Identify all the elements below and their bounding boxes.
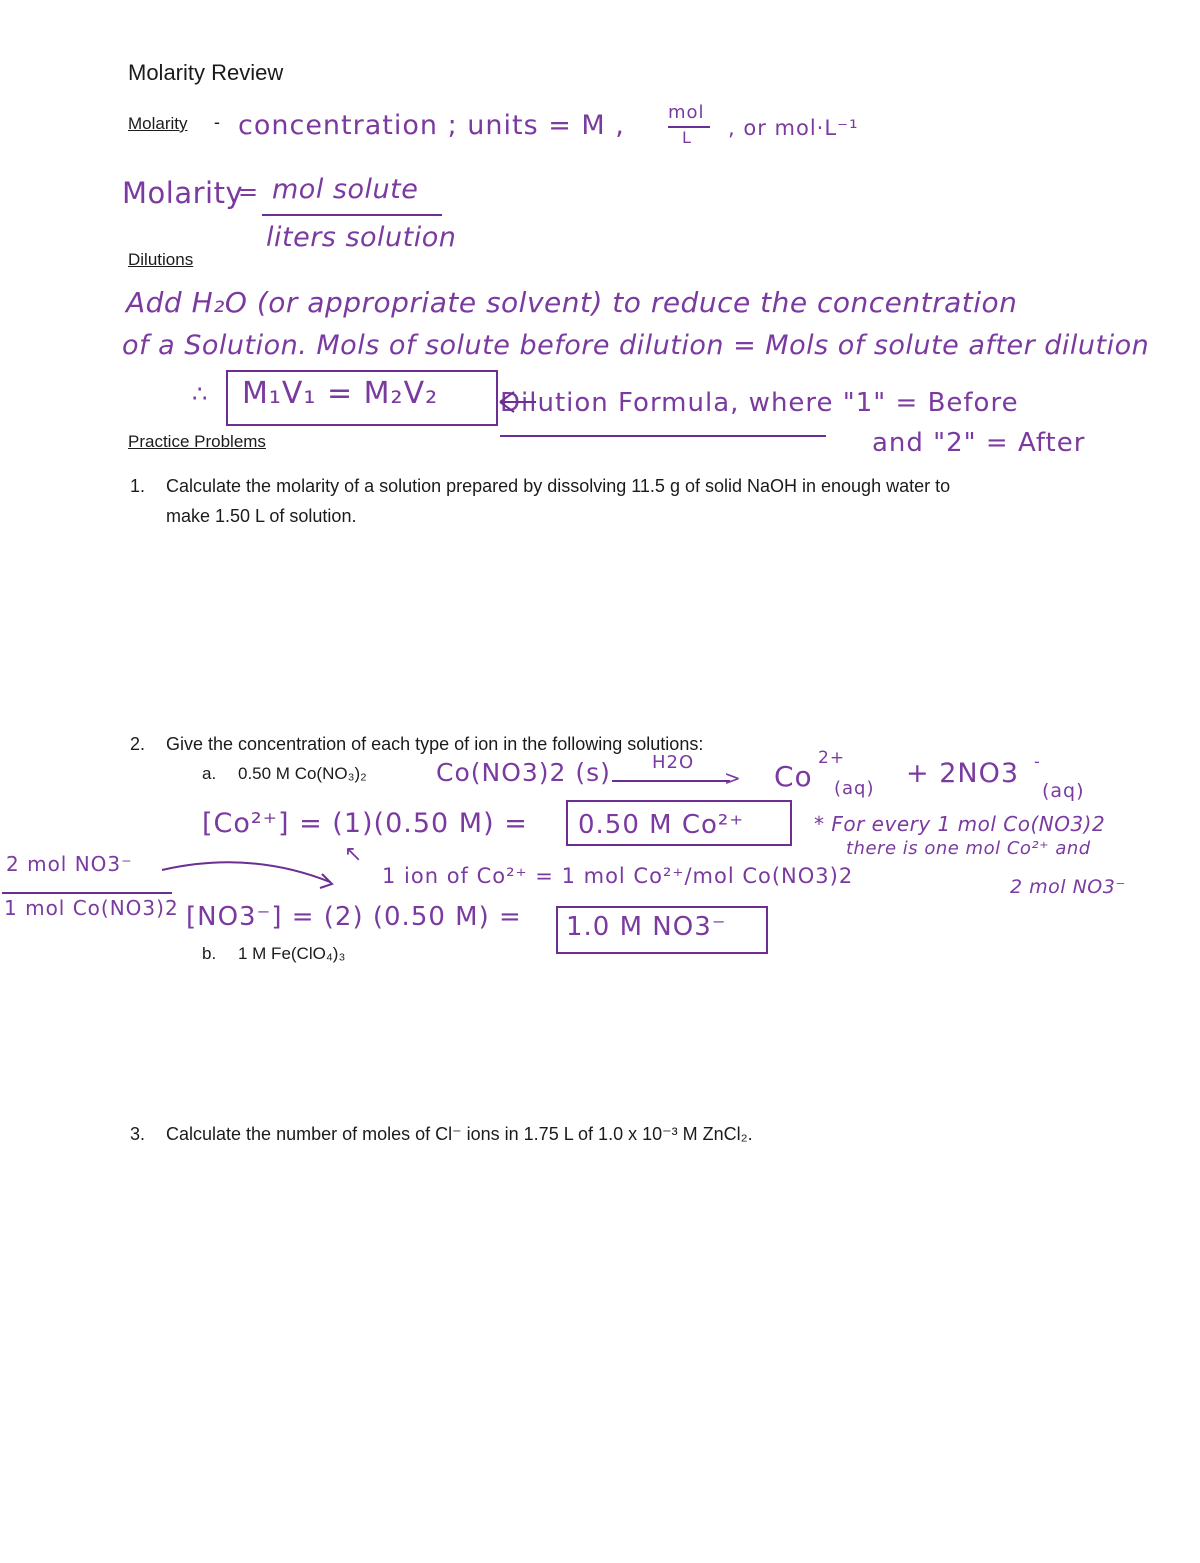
handwritten-equals: = [238, 178, 260, 206]
q2a-text: 0.50 M Co(NO₃)₂ [238, 764, 367, 783]
handwritten-side2: 1 mol Co(NO3)2 [4, 896, 179, 920]
practice-heading: Practice Problems [128, 432, 266, 451]
handwritten-ion-note: 1 ion of Co²⁺ = 1 mol Co²⁺/mol Co(NO3)2 [382, 864, 854, 888]
q1-text-line2: make 1.50 L of solution. [166, 506, 357, 526]
q3-text: Calculate the number of moles of Cl⁻ ions in 1.75 L of 1.0 x 10⁻³ M ZnCl₂. [166, 1124, 753, 1144]
handwritten-L: L [682, 128, 692, 147]
q1-text-line1: Calculate the molarity of a solution prepared by dissolving 11.5 g of solid NaOH in enough water to [166, 476, 951, 496]
molarity-dash: - [214, 112, 220, 132]
handwritten-denominator: liters solution [266, 222, 457, 253]
handwritten-co-charge: 2+ [818, 748, 846, 768]
handwritten-co-calc: [Co²⁺] = (1)(0.50 M) = [202, 808, 528, 839]
q3-number: 3. [130, 1124, 146, 1144]
q1-number: 1. [130, 476, 146, 496]
handwritten-numerator: mol solute [272, 174, 419, 205]
dilutions-heading: Dilutions [128, 250, 194, 269]
handwritten-nitrate-charge: - [1034, 752, 1041, 771]
curved-arrow-head [320, 874, 332, 888]
therefore-symbol: ∴ [192, 380, 209, 408]
handwritten-dilution-line2: of a Solution. Mols of solute before dilution = Mols of solute after dilution [122, 330, 1150, 361]
dilution-formula: M₁V₁ = M₂V₂ [242, 376, 439, 411]
handwritten-or-units: , or mol·L⁻¹ [728, 116, 859, 140]
handwritten-molarity: Molarity [122, 176, 244, 210]
reaction-arrow-line [612, 780, 730, 782]
handwritten-aq2: (aq) [1042, 780, 1085, 802]
q2a-label: a. [202, 764, 217, 783]
molarity-heading: Molarity [128, 114, 188, 133]
reaction-arrow-head: > [724, 766, 742, 790]
handwritten-reactant: Co(NO3)2 (s) [436, 758, 611, 787]
handwritten-note2: there is one mol Co²⁺ and [846, 838, 1091, 859]
handwritten-h2o: H2O [652, 752, 695, 773]
page-title: Molarity Review [128, 60, 284, 85]
up-arrow-icon: ↖ [344, 842, 364, 867]
handwritten-formula-note2: and "2" = After [872, 428, 1086, 458]
handwritten-aq1: (aq) [834, 778, 875, 799]
handwritten-note1: * For every 1 mol Co(NO3)2 [814, 812, 1106, 836]
handwritten-note3: 2 mol NO3⁻ [1010, 876, 1126, 898]
handwritten-definition: concentration ; units = M , [238, 110, 625, 141]
handwritten-side1: 2 mol NO3⁻ [6, 852, 133, 876]
side-fraction-bar [2, 892, 172, 894]
handwritten-nitrate: + 2NO3 [906, 758, 1020, 789]
handwritten-no3-calc: [NO3⁻] = (2) (0.50 M) = [186, 902, 522, 932]
q2b-text: 1 M Fe(ClO₄)₃ [238, 944, 346, 963]
q2b-label: b. [202, 944, 217, 963]
handwritten-dilution-line1: Add H₂O (or appropriate solvent) to reduce the concentration [126, 286, 1018, 319]
q2-number: 2. [130, 734, 146, 754]
fraction-bar [262, 214, 442, 216]
handwritten-co-answer: 0.50 M Co²⁺ [578, 810, 745, 840]
handwritten-co: Co [774, 760, 813, 793]
handwritten-formula-note: Dilution Formula, where "1" = Before [500, 388, 1019, 418]
q2-text: Give the concentration of each type of ion in the following solutions: [166, 734, 704, 754]
handwritten-no3-answer: 1.0 M NO3⁻ [566, 912, 727, 942]
curved-arrow [162, 862, 330, 882]
handwritten-mol: mol [668, 102, 705, 123]
